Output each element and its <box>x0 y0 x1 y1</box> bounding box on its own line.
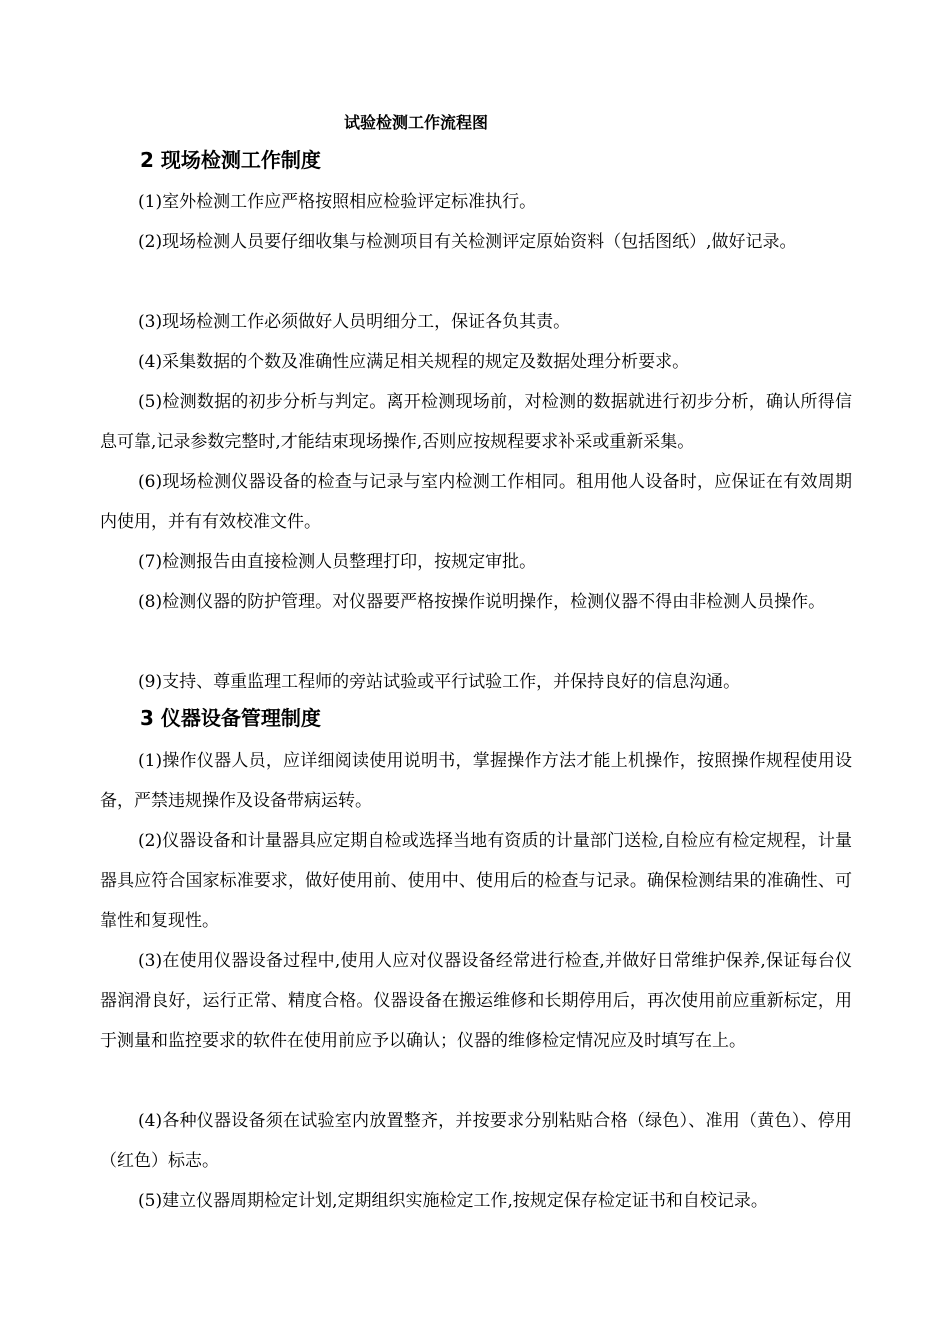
paragraph-equipment-2: (2)仪器设备和计量器具应定期自检或选择当地有资质的计量部门送检,自检应有检定规程，计量器具应符合国家标准要求，做好使用前、使用中、使用后的检查与记录。确保检测结果的准确性、可靠性和复现性。 <box>100 831 852 931</box>
paragraph-field-4: (4)采集数据的个数及准确性应满足相关规程的规定及数据处理分析要求。 <box>138 352 690 372</box>
paragraph-field-6: (6)现场检测仪器设备的检查与记录与室内检测工作相同。租用他人设备时，应保证在有效周期内使用，并有有效校准文件。 <box>100 472 852 532</box>
paragraph-field-1: (1)室外检测工作应严格按照相应检验评定标准执行。 <box>138 192 537 212</box>
paragraph-field-5: (5)检测数据的初步分析与判定。离开检测现场前，对检测的数据就进行初步分析，确认所得信息可靠,记录参数完整时,才能结束现场操作,否则应按规程要求补采或重新采集。 <box>100 392 852 452</box>
paragraph-equipment-1: (1)操作仪器人员，应详细阅读使用说明书，掌握操作方法才能上机操作，按照操作规程使用设备，严禁违规操作及设备带病运转。 <box>100 751 852 811</box>
section-heading-equipment-management: 3 仪器设备管理制度 <box>140 706 321 730</box>
paragraph-equipment-3: (3)在使用仪器设备过程中,使用人应对仪器设备经常进行检查,并做好日常维护保养,保证每台仪器润滑良好，运行正常、精度合格。仪器设备在搬运维修和长期停用后，再次使用前应重新标定，用于测量和监控要求的软件在使用前应予以确认；仪器的维修检定情况应及时填写在上。 <box>100 951 852 1051</box>
figure-caption: 试验检测工作流程图 <box>343 113 488 132</box>
paragraph-equipment-4: (4)各种仪器设备须在试验室内放置整齐，并按要求分别粘贴合格（绿色）、准用（黄色）、停用（红色）标志。 <box>100 1111 852 1171</box>
paragraph-field-8: (8)检测仪器的防护管理。对仪器要严格按操作说明操作，检测仪器不得由非检测人员操作。 <box>138 592 826 612</box>
paragraph-field-3: (3)现场检测工作必须做好人员明细分工，保证各负其责。 <box>138 312 571 332</box>
paragraph-field-9: (9)支持、尊重监理工程师的旁站试验或平行试验工作，并保持良好的信息沟通。 <box>138 672 741 692</box>
section-heading-field-inspection: 2 现场检测工作制度 <box>140 148 321 172</box>
paragraph-field-2: (2)现场检测人员要仔细收集与检测项目有关检测评定原始资料（包括图纸）,做好记录。 <box>138 232 797 252</box>
paragraph-field-7: (7)检测报告由直接检测人员整理打印，按规定审批。 <box>138 552 537 572</box>
paragraph-equipment-5: (5)建立仪器周期检定计划,定期组织实施检定工作,按规定保存检定证书和自校记录。 <box>138 1191 768 1211</box>
